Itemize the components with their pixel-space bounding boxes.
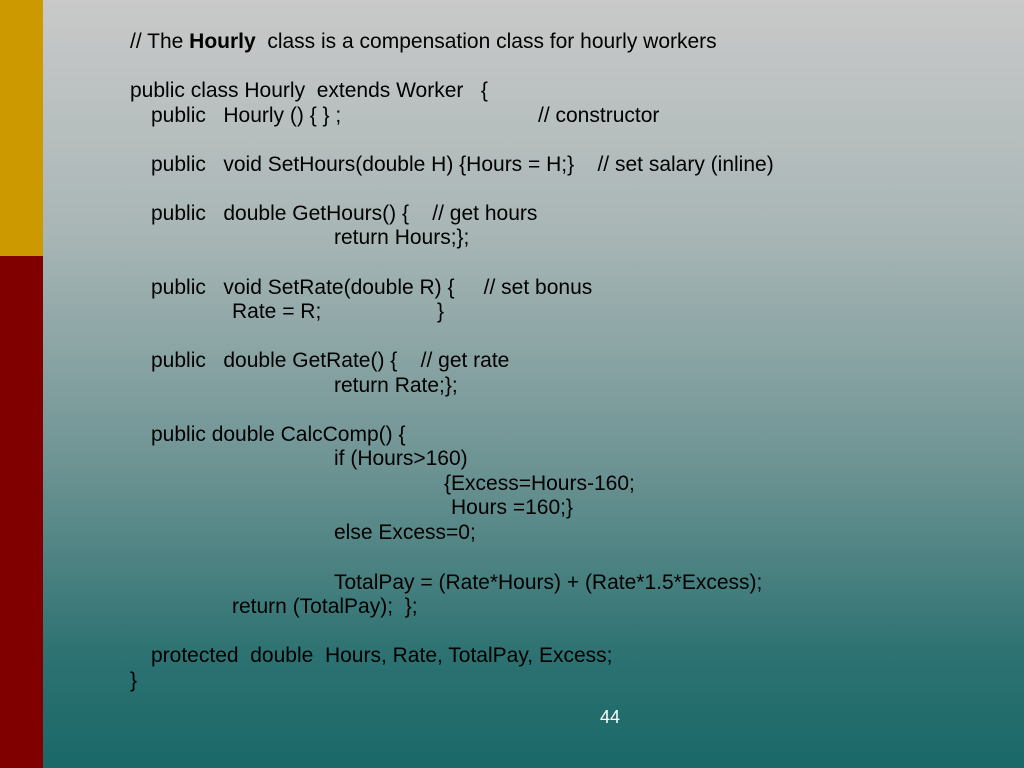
- code-class-close: }: [130, 669, 138, 692]
- accent-bar-gold: [0, 0, 43, 256]
- code-if-hours: if (Hours>160): [334, 447, 468, 470]
- header-prefix: // The: [130, 30, 190, 53]
- code-getrate: public double GetRate() { // get rate: [151, 349, 510, 372]
- code-calccomp: public double CalcComp() {: [151, 423, 406, 446]
- code-return-hours: return Hours;};: [334, 226, 470, 249]
- code-protected-fields: protected double Hours, Rate, TotalPay, Excess;: [151, 644, 613, 667]
- code-return-rate: return Rate;};: [334, 374, 458, 397]
- code-rate-assign: Rate = R;: [232, 300, 322, 323]
- code-gethours: public double GetHours() { // get hours: [151, 202, 538, 225]
- code-constructor: public Hourly () { } ;: [151, 104, 342, 127]
- code-sethours: public void SetHours(double H) {Hours = H;} // set salary (inline): [151, 153, 774, 176]
- code-else-excess: else Excess=0;: [334, 521, 476, 544]
- code-constructor-comment: // constructor: [538, 104, 660, 127]
- header-class-name: Hourly: [189, 30, 256, 53]
- header-suffix: class is a compensation class for hourly workers: [255, 30, 717, 53]
- code-class-declaration: public class Hourly extends Worker {: [130, 79, 488, 102]
- code-setrate-close: }: [437, 300, 445, 323]
- code-excess-calc: {Excess=Hours-160;: [444, 472, 635, 495]
- accent-bar-red: [0, 256, 43, 768]
- header-comment: [130, 30, 717, 54]
- page-number: 44: [600, 707, 621, 727]
- code-hours-cap: Hours =160;}: [451, 496, 574, 519]
- code-return-totalpay: return (TotalPay); };: [232, 595, 418, 618]
- code-totalpay: TotalPay = (Rate*Hours) + (Rate*1.5*Excess);: [334, 571, 763, 594]
- code-setrate: public void SetRate(double R) { // set bonus: [151, 276, 593, 299]
